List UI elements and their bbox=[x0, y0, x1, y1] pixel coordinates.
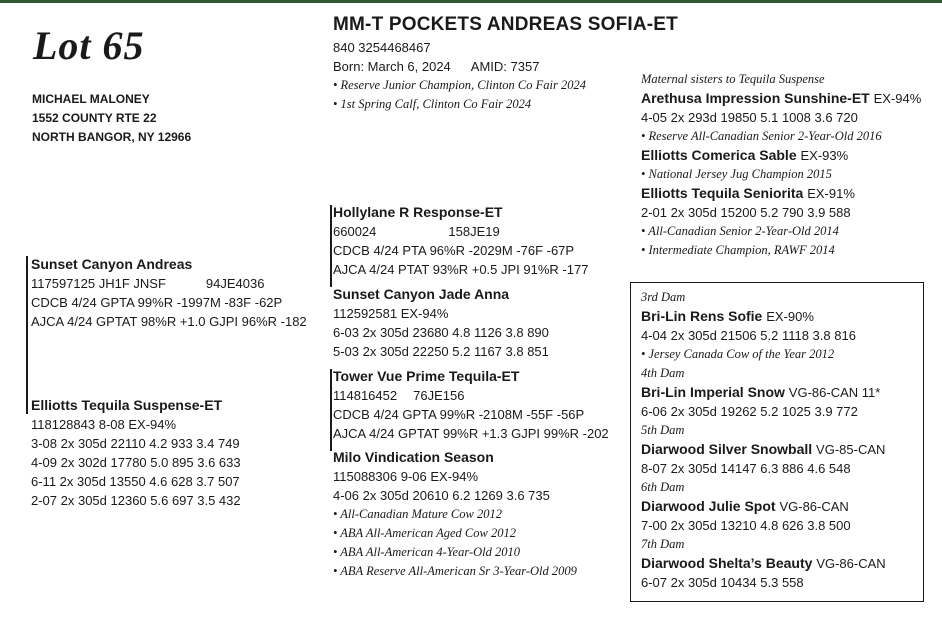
sire-dam-block bbox=[333, 285, 549, 361]
dam-generation-label: 6th Dam bbox=[641, 480, 685, 494]
sire-sire-code: 158JE19 bbox=[448, 224, 500, 239]
dam-sire-reg: 114816452 bbox=[333, 388, 398, 403]
sire-code: 94JE4036 bbox=[205, 276, 265, 291]
dam-dam-award: • ABA Reserve All-American Sr 3-Year-Old 2009 bbox=[333, 564, 577, 578]
ancestor-name: Bri-Lin Rens Sofie EX-90% bbox=[641, 308, 814, 324]
sister-award: • All-Canadian Senior 2-Year-Old 2014 bbox=[641, 224, 839, 238]
ancestor-record: 4-04 2x 305d 21506 5.2 1118 3.8 816 bbox=[641, 328, 856, 343]
sister-name: Arethusa Impression Sunshine-ET EX-94% bbox=[641, 90, 922, 106]
sire-sire-connector bbox=[330, 205, 332, 287]
sire-id-line bbox=[31, 274, 307, 293]
dam-record: 3-08 2x 305d 22110 4.2 933 3.4 749 bbox=[31, 436, 240, 451]
sire-sire-reg: 660024 bbox=[333, 224, 377, 239]
ancestor-record: 6-06 2x 305d 19262 5.2 1025 3.9 772 bbox=[641, 404, 858, 419]
sister-award: • National Jersey Jug Champion 2015 bbox=[641, 167, 832, 181]
dam-sire-ajca: AJCA 4/24 GPTAT 99%R +1.3 GJPI 99%R -202 bbox=[333, 426, 609, 441]
ancestor-class: VG-86-CAN bbox=[779, 499, 849, 514]
ancestor-record: 8-07 2x 305d 14147 6.3 886 4.6 548 bbox=[641, 461, 851, 476]
sire-dam-id-line: 112592581 EX-94% bbox=[333, 306, 449, 321]
animal-born: Born: March 6, 2024 bbox=[333, 59, 451, 74]
sister-class: EX-91% bbox=[807, 186, 855, 201]
dam-sire-code: 76JE156 bbox=[413, 388, 465, 403]
ancestor-class: VG-85-CAN bbox=[816, 442, 886, 457]
dam-dam-name: Milo Vindication Season bbox=[333, 449, 494, 465]
dam-record: 4-09 2x 302d 17780 5.0 895 3.6 633 bbox=[31, 455, 241, 470]
dam-sire-name: Tower Vue Prime Tequila-ET bbox=[333, 368, 520, 384]
dam-record: 2-07 2x 305d 12360 5.6 697 3.5 432 bbox=[31, 493, 241, 508]
ancestor-class: VG-86-CAN 11* bbox=[788, 385, 881, 400]
sire-block bbox=[31, 255, 307, 331]
pedigree-connector bbox=[26, 256, 28, 398]
animal-award: • 1st Spring Calf, Clinton Co Fair 2024 bbox=[333, 97, 532, 111]
consignor-street: 1552 COUNTY RTE 22 bbox=[32, 111, 157, 125]
dam-dam-award: • ABA All-American 4-Year-Old 2010 bbox=[333, 545, 520, 559]
sire-ajca: AJCA 4/24 GPTAT 98%R +1.0 GJPI 96%R -182 bbox=[31, 314, 307, 329]
sister-name: Elliotts Comerica Sable EX-93% bbox=[641, 147, 849, 163]
dam-generation-label: 3rd Dam bbox=[641, 290, 686, 304]
dam-id-line: 118128843 8-08 EX-94% bbox=[31, 417, 177, 432]
dam-sire-id-line bbox=[333, 386, 609, 405]
consignor-city: NORTH BANGOR, NY 12966 bbox=[32, 130, 192, 144]
sire-dam-record: 6-03 2x 305d 23680 4.8 1126 3.8 890 bbox=[333, 325, 549, 340]
dam-dam-block bbox=[333, 448, 577, 581]
ancestor-class: VG-86-CAN bbox=[816, 556, 886, 571]
consignor-name: MICHAEL MALONEY bbox=[32, 92, 150, 106]
ancestor-name: Bri-Lin Imperial Snow VG-86-CAN 11* bbox=[641, 384, 881, 400]
sister-award: • Intermediate Champion, RAWF 2014 bbox=[641, 243, 835, 257]
sire-sire-cdcb: CDCB 4/24 PTA 96%R -2029M -76F -67P bbox=[333, 243, 575, 258]
animal-reg: 840 3254468467 bbox=[333, 40, 431, 55]
sister-class: EX-94% bbox=[873, 91, 922, 106]
sister-record: 2-01 2x 305d 15200 5.2 790 3.9 588 bbox=[641, 205, 851, 220]
animal-amid: AMID: 7357 bbox=[470, 59, 540, 74]
ancestor-name: Diarwood Silver Snowball VG-85-CAN bbox=[641, 441, 886, 457]
maternal-sisters bbox=[641, 70, 921, 260]
ancestor-record: 7-00 2x 305d 13210 4.8 626 3.8 500 bbox=[641, 518, 851, 533]
dam-dam-award: • All-Canadian Mature Cow 2012 bbox=[333, 507, 502, 521]
sire-sire-name: Hollylane R Response-ET bbox=[333, 204, 503, 220]
dam-connector bbox=[26, 398, 28, 414]
sire-reg: 117597125 JH1F JNSF bbox=[31, 276, 166, 291]
dam-generation-label: 4th Dam bbox=[641, 366, 685, 380]
animal-name: MM-T POCKETS ANDREAS SOFIA-ET bbox=[333, 14, 678, 35]
dam-dam-id-line: 115088306 9-06 EX-94% bbox=[333, 469, 479, 484]
ancestor-name: Diarwood Shelta’s Beauty VG-86-CAN bbox=[641, 555, 886, 571]
sister-class: EX-93% bbox=[800, 148, 849, 163]
sister-name: Elliotts Tequila Seniorita EX-91% bbox=[641, 185, 855, 201]
dam-sire-cdcb: CDCB 4/24 GPTA 99%R -2108M -55F -56P bbox=[333, 407, 585, 422]
dam-dam-record: 4-06 2x 305d 20610 6.2 1269 3.6 735 bbox=[333, 488, 550, 503]
dam-generation-label: 7th Dam bbox=[641, 537, 685, 551]
top-accent-bar bbox=[0, 0, 942, 3]
dam-name: Elliotts Tequila Suspense-ET bbox=[31, 397, 223, 413]
ancestor-record: 6-07 2x 305d 10434 5.3 558 bbox=[641, 575, 804, 590]
sire-cdcb: CDCB 4/24 GPTA 99%R -1997M -83F -62P bbox=[31, 295, 283, 310]
sister-award: • Reserve All-Canadian Senior 2-Year-Old 2016 bbox=[641, 129, 882, 143]
ancestor-class: EX-90% bbox=[766, 309, 814, 324]
dam-sire-block bbox=[333, 367, 609, 443]
animal-award: • Reserve Junior Champion, Clinton Co Fair 2024 bbox=[333, 78, 586, 92]
animal-info bbox=[333, 38, 586, 114]
sire-name: Sunset Canyon Andreas bbox=[31, 256, 193, 272]
maternal-sisters-heading: Maternal sisters to Tequila Suspense bbox=[641, 72, 825, 86]
sister-record: 4-05 2x 293d 19850 5.1 1008 3.6 720 bbox=[641, 110, 858, 125]
animal-birth-line bbox=[333, 57, 586, 76]
dam-record: 6-11 2x 305d 13550 4.6 628 3.7 507 bbox=[31, 474, 240, 489]
dam-sire-connector bbox=[330, 369, 332, 451]
dam-block bbox=[31, 396, 241, 510]
dam-generation-label: 5th Dam bbox=[641, 423, 685, 437]
consignor-address bbox=[32, 90, 191, 147]
sire-sire-id-line bbox=[333, 222, 588, 241]
sire-sire-ajca: AJCA 4/24 PTAT 93%R +0.5 JPI 91%R -177 bbox=[333, 262, 589, 277]
ancestor-award: • Jersey Canada Cow of the Year 2012 bbox=[641, 347, 835, 361]
ancestor-name: Diarwood Julie Spot VG-86-CAN bbox=[641, 498, 849, 514]
lot-number: Lot 65 bbox=[33, 23, 145, 68]
sire-dam-name: Sunset Canyon Jade Anna bbox=[333, 286, 510, 302]
female-line bbox=[641, 288, 886, 592]
dam-dam-award: • ABA All-American Aged Cow 2012 bbox=[333, 526, 516, 540]
sire-dam-record: 5-03 2x 305d 22250 5.2 1167 3.8 851 bbox=[333, 344, 549, 359]
sire-sire-block bbox=[333, 203, 588, 279]
